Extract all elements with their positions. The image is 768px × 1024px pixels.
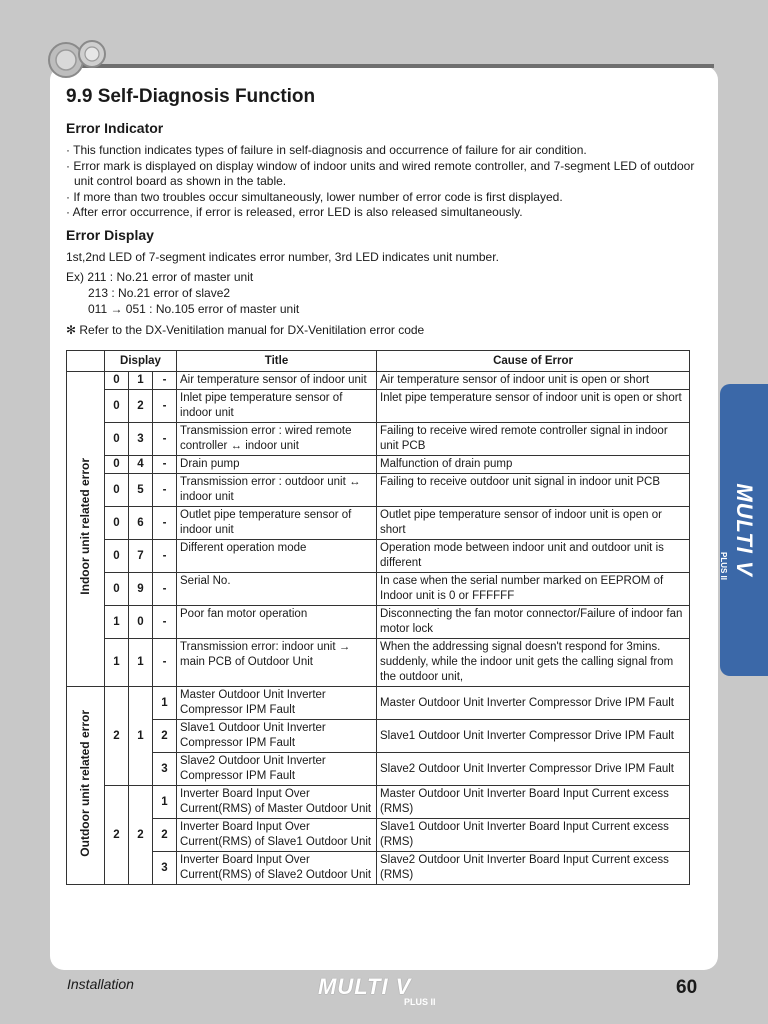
table-row <box>67 372 690 390</box>
title-cell: Poor fan motor operation <box>177 606 377 639</box>
bullet-item: · If more than two troubles occur simultaneously, lower number of error code is first displayed. <box>66 189 563 204</box>
digit-cell: - <box>153 573 177 606</box>
error-indicator-heading: Error Indicator <box>66 120 164 136</box>
title-cell: Transmission error: indoor unit → main PCB of Outdoor Unit <box>177 639 377 687</box>
table-row <box>67 390 690 423</box>
example-line-3: 011 → 051 : No.105 error of master unit <box>88 302 300 316</box>
display-description: 1st,2nd LED of 7-segment indicates error number, 3rd LED indicates unit number. <box>66 250 499 264</box>
digit-cell: - <box>153 540 177 573</box>
digit-cell: 0 <box>105 540 129 573</box>
footer-brand: MULTI V <box>318 974 412 999</box>
side-brand-text: MULTI V <box>732 483 757 577</box>
indoor-group-label: Indoor unit related error <box>67 372 105 687</box>
cause-cell: Failing to receive wired remote controller signal in indoor unit PCB <box>377 423 690 456</box>
title-cell: Transmission error : wired remote controller ↔ indoor unit <box>177 423 377 456</box>
table-row <box>67 639 690 687</box>
digit-cell: 0 <box>105 423 129 456</box>
digit-cell: - <box>153 606 177 639</box>
table-row <box>67 786 690 819</box>
digit-cell: 0 <box>105 507 129 540</box>
digit-cell: 1 <box>105 639 129 687</box>
digit-cell: 2 <box>153 819 177 852</box>
outdoor-group-label: Outdoor unit related error <box>67 687 105 885</box>
digit-cell: 0 <box>129 606 153 639</box>
cause-cell: Malfunction of drain pump <box>377 456 690 474</box>
digit-cell: 9 <box>129 573 153 606</box>
bullet-item: · After error occurrence, if error is released, error LED is also released simultaneously. <box>66 205 523 219</box>
digit-cell: 0 <box>105 456 129 474</box>
title-cell: Transmission error : outdoor unit ↔ indoor unit <box>177 474 377 507</box>
table-row <box>67 474 690 507</box>
digit-cell: 3 <box>129 423 153 456</box>
digit-cell: 7 <box>129 540 153 573</box>
table-header-title: Title <box>177 351 377 372</box>
bullet-item: · Error mark is displayed on display window of indoor units and wired remote controller, and 7-segment LED of outdoor unit control board as shown in the table. <box>66 158 695 188</box>
cause-cell: Failing to receive outdoor unit signal in indoor unit PCB <box>377 474 690 507</box>
digit-cell: 0 <box>105 474 129 507</box>
table-row <box>67 423 690 456</box>
side-brand-tab <box>720 384 768 676</box>
table-row <box>67 687 690 720</box>
table-row <box>67 507 690 540</box>
cause-cell: Outlet pipe temperature sensor of indoor unit is open or short <box>377 507 690 540</box>
title-cell: Master Outdoor Unit Inverter Compressor IPM Fault <box>177 687 377 720</box>
title-cell: Drain pump <box>177 456 377 474</box>
digit-cell: - <box>153 372 177 390</box>
digit-cell: 3 <box>153 753 177 786</box>
digit-cell: 0 <box>105 372 129 390</box>
digit-cell: 1 <box>129 639 153 687</box>
table-header-blank <box>67 351 105 372</box>
cause-cell: Air temperature sensor of indoor unit is open or short <box>377 372 690 390</box>
table-row <box>67 720 690 753</box>
digit-cell: 3 <box>153 852 177 885</box>
digit-cell: - <box>153 423 177 456</box>
table-row <box>67 573 690 606</box>
title-cell: Air temperature sensor of indoor unit <box>177 372 377 390</box>
digit-cell: - <box>153 639 177 687</box>
table-row <box>67 606 690 639</box>
digit-cell: - <box>153 507 177 540</box>
digit-cell: 1 <box>105 606 129 639</box>
error-display-heading: Error Display <box>66 227 154 243</box>
title-cell: Inlet pipe temperature sensor of indoor unit <box>177 390 377 423</box>
digit-cell: 1 <box>153 786 177 819</box>
cause-cell: In case when the serial number marked on EEPROM of Indoor unit is 0 or FFFFFF <box>377 573 690 606</box>
bullet-item: · This function indicates types of failure in self-diagnosis and occurrence of failure for air condition. <box>66 143 587 157</box>
example-line-2: 213 : No.21 error of slave2 <box>88 286 231 300</box>
title-cell: Inverter Board Input Over Current(RMS) of Slave1 Outdoor Unit <box>177 819 377 852</box>
digit-cell: 2 <box>129 390 153 423</box>
header-rule <box>50 64 714 68</box>
cause-cell: Slave1 Outdoor Unit Inverter Board Input Current excess (RMS) <box>377 819 690 852</box>
digit-cell: 1 <box>153 687 177 720</box>
page-number: 60 <box>676 977 698 998</box>
digit-cell: 2 <box>153 720 177 753</box>
table-row <box>67 456 690 474</box>
footer-section: Installation <box>67 976 134 992</box>
digit-cell: 2 <box>105 786 129 885</box>
table-row <box>67 852 690 885</box>
cause-cell: Master Outdoor Unit Inverter Board Input Current excess (RMS) <box>377 786 690 819</box>
title-cell: Inverter Board Input Over Current(RMS) of Slave2 Outdoor Unit <box>177 852 377 885</box>
digit-cell: 6 <box>129 507 153 540</box>
digit-cell: - <box>153 474 177 507</box>
digit-cell: 1 <box>129 372 153 390</box>
digit-cell: 5 <box>129 474 153 507</box>
ventilation-note: ✻ Refer to the DX-Venitilation manual for DX-Venitilation error code <box>66 323 425 337</box>
digit-cell: - <box>153 390 177 423</box>
digit-cell: - <box>153 456 177 474</box>
title-cell: Slave2 Outdoor Unit Inverter Compressor IPM Fault <box>177 753 377 786</box>
cause-cell: Disconnecting the fan motor connector/Failure of indoor fan motor lock <box>377 606 690 639</box>
cause-cell: Slave1 Outdoor Unit Inverter Compressor Drive IPM Fault <box>377 720 690 753</box>
digit-cell: 2 <box>129 786 153 885</box>
indicator-bullets <box>66 143 706 221</box>
cause-cell: Slave2 Outdoor Unit Inverter Compressor Drive IPM Fault <box>377 753 690 786</box>
title-cell: Slave1 Outdoor Unit Inverter Compressor IPM Fault <box>177 720 377 753</box>
table-header-cause: Cause of Error <box>377 351 690 372</box>
example-line-1: Ex) 211 : No.21 error of master unit <box>66 270 254 284</box>
page-title: 9.9 Self-Diagnosis Function <box>66 86 316 107</box>
cause-cell: Operation mode between indoor unit and outdoor unit is different <box>377 540 690 573</box>
table-row <box>67 540 690 573</box>
digit-cell: 0 <box>105 390 129 423</box>
cause-cell: Slave2 Outdoor Unit Inverter Board Input Current excess (RMS) <box>377 852 690 885</box>
table-row <box>67 753 690 786</box>
digit-cell: 2 <box>105 687 129 786</box>
title-cell: Outlet pipe temperature sensor of indoor unit <box>177 507 377 540</box>
error-code-table <box>66 350 690 885</box>
lg-logo-icon <box>44 36 114 80</box>
table-row <box>67 819 690 852</box>
side-plus-text: PLUS II <box>719 552 728 581</box>
cause-cell: Inlet pipe temperature sensor of indoor unit is open or short <box>377 390 690 423</box>
cause-cell: Master Outdoor Unit Inverter Compressor Drive IPM Fault <box>377 687 690 720</box>
cause-cell: When the addressing signal doesn't respond for 3mins. suddenly, while the indoor unit gets the calling signal from the outdoor unit, <box>377 639 690 687</box>
table-header-display: Display <box>105 351 177 372</box>
digit-cell: 1 <box>129 687 153 786</box>
digit-cell: 0 <box>105 573 129 606</box>
footer-plus: PLUS II <box>404 997 436 1007</box>
title-cell: Different operation mode <box>177 540 377 573</box>
title-cell: Inverter Board Input Over Current(RMS) of Master Outdoor Unit <box>177 786 377 819</box>
title-cell: Serial No. <box>177 573 377 606</box>
digit-cell: 4 <box>129 456 153 474</box>
